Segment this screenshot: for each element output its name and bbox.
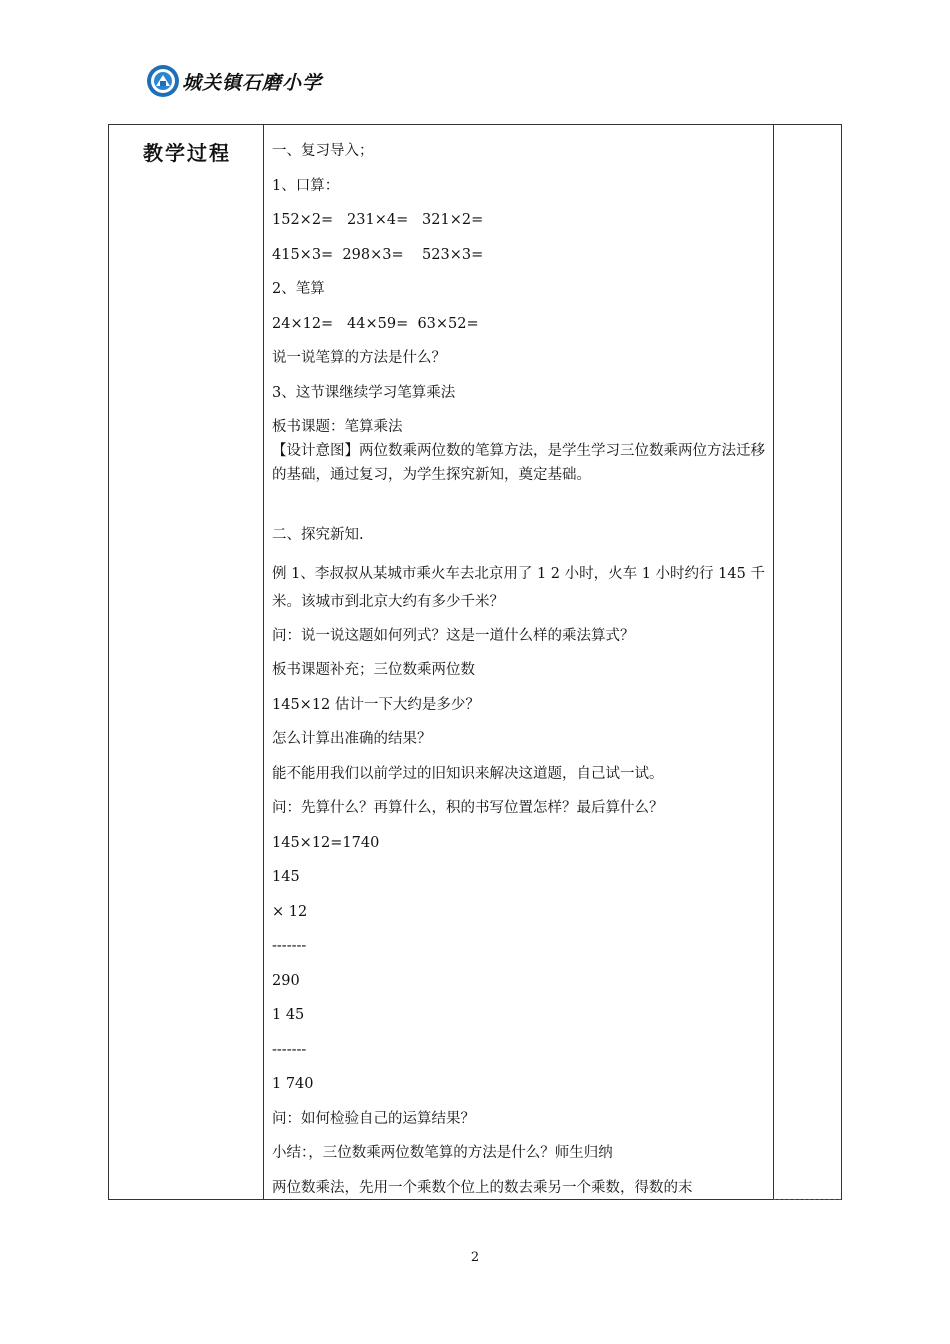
content-line: 1 740: [272, 1076, 314, 1092]
content-line: 两位数乘法，先用一个乘数个位上的数去乘另一个乘数，得数的末: [272, 1179, 693, 1196]
lesson-content: [272, 141, 767, 1212]
table-column-divider: [773, 125, 774, 1199]
school-logo-icon: [146, 64, 180, 98]
content-line: 24×12= 44×59= 63×52=: [272, 315, 479, 332]
spacer: [272, 487, 767, 525]
content-line: × 12: [272, 903, 308, 920]
example-problem: 例 1、李叔叔从某城市乘火车去北京用了 1 2 小时，火车 1 小时约行 145 千米。该城市到北京大约有多少千米？: [272, 565, 765, 610]
document-header: [146, 62, 322, 100]
content-line: 415×3= 298×3= 523×3=: [272, 246, 484, 263]
content-line: 1、口算：: [272, 177, 340, 194]
school-name: 城关镇石磨小学: [182, 71, 323, 94]
lesson-table: [108, 124, 842, 1200]
content-line: 145×12 估计一下大约是多少？: [272, 696, 480, 713]
content-line: 能不能用我们以前学过的旧知识来解决这道题，自己试一试。: [272, 765, 664, 782]
content-line: 3、这节课继续学习笔算乘法: [272, 384, 456, 401]
content-line: 290: [272, 972, 300, 989]
continuation-dotted-line: [773, 1199, 841, 1200]
content-line: 板书课题补充；三位数乘两位数: [272, 662, 475, 678]
content-line: 板书课题：笔算乘法: [272, 419, 403, 435]
content-line: 1 45: [272, 1007, 305, 1023]
content-line: 小结：，三位数乘两位数笔算的方法是什么？师生归纳: [272, 1145, 613, 1161]
content-line: 问：先算什么？再算什么，积的书写位置怎样？最后算什么？: [272, 800, 664, 816]
content-line: 问：说一说这题如何列式？这是一道什么样的乘法算式？: [272, 627, 635, 644]
content-line: 怎么计算出准确的结果？: [272, 731, 432, 747]
content-line: 2、笔算: [272, 281, 325, 297]
exploration-lines: [272, 626, 767, 1213]
content-line: 145×12=1740: [272, 834, 380, 851]
review-lines: [272, 141, 767, 439]
content-line: 一、复习导入；: [272, 143, 374, 159]
page-number: 2: [470, 1250, 480, 1265]
content-line: -------: [272, 1041, 307, 1058]
content-line: 说一说笔算的方法是什么？: [272, 350, 446, 366]
table-column-divider: [263, 125, 264, 1199]
content-line: 152×2= 231×4= 321×2=: [272, 212, 484, 228]
content-line: -------: [272, 938, 307, 954]
section-label: 教学过程: [143, 141, 231, 165]
section2-title: 二、探究新知.: [272, 527, 364, 543]
content-line: 145: [272, 869, 300, 885]
content-line: 问：如何检验自己的运算结果？: [272, 1110, 475, 1127]
design-intent: 【设计意图】两位数乘两位数的笔算方法，是学生学习三位数乘两位方法迁移的基础，通过复习，为学生探究新知，奠定基础。: [272, 443, 765, 483]
